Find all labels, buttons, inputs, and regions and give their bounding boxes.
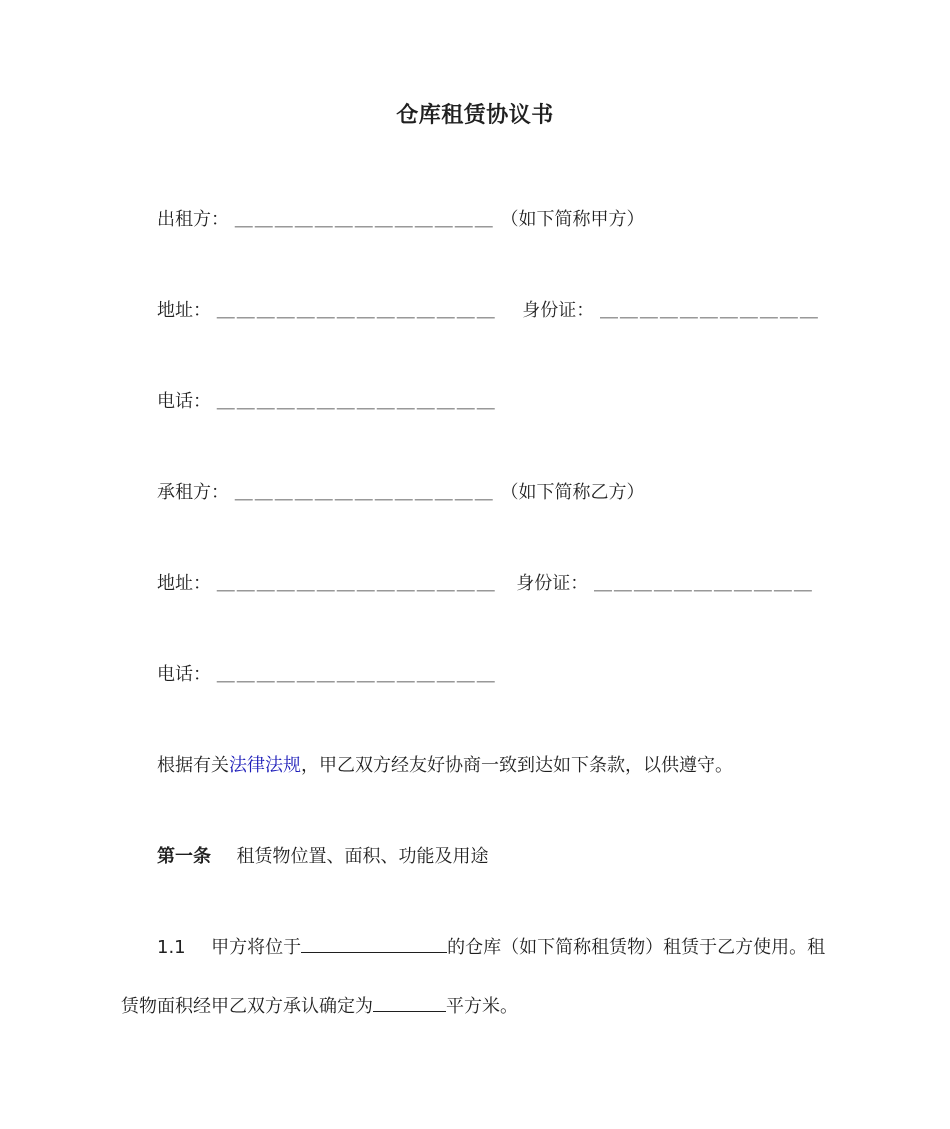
lessor-id-blank: ＿＿＿＿＿＿＿＿＿＿＿ [599, 300, 820, 321]
lessor-blank: ＿＿＿＿＿＿＿＿＿＿＿＿＿ [234, 209, 495, 230]
clause-1-1-text-d: 平方米。 [446, 996, 518, 1017]
article-1-title: 租赁物位置、面积、功能及用途 [236, 846, 489, 867]
clause-1-1-line-1 [157, 934, 825, 961]
lessee-id-blank: ＿＿＿＿＿＿＿＿＿＿＿ [593, 573, 814, 594]
lessee-phone-label: 电话： [157, 664, 211, 685]
area-blank [373, 993, 446, 1012]
lessee-phone-blank: ＿＿＿＿＿＿＿＿＿＿＿＿＿＿ [216, 664, 497, 685]
laws-link[interactable]: 法律法规 [229, 755, 301, 776]
preamble-text-before: 根据有关 [157, 755, 229, 776]
lessor-label: 出租方： [157, 209, 229, 230]
lessee-address-blank: ＿＿＿＿＿＿＿＿＿＿＿＿＿＿ [216, 573, 497, 594]
lessee-phone-line [157, 662, 497, 688]
lessee-address-line [157, 571, 814, 597]
clause-1-1-text-a: 甲方将位于 [211, 937, 302, 958]
lessor-phone-line [157, 389, 497, 415]
document-title: 仓库租赁协议书 [396, 103, 554, 128]
lessee-line [157, 480, 644, 506]
lessor-note: （如下简称甲方） [500, 209, 645, 230]
location-blank [301, 934, 447, 953]
article-1-heading [157, 844, 488, 870]
lessee-id-label: 身份证： [516, 573, 589, 594]
clause-1-1-number: 1.1 [157, 937, 186, 958]
clause-1-1-text-c: 赁物面积经甲乙双方承认确定为 [121, 996, 373, 1017]
lessee-blank: ＿＿＿＿＿＿＿＿＿＿＿＿＿ [234, 482, 495, 503]
preamble-paragraph [157, 753, 733, 779]
lessor-address-label: 地址： [157, 300, 211, 321]
clause-1-1-text-b: 的仓库（如下简称租赁物）租赁于乙方使用。租 [447, 937, 826, 958]
lessor-phone-blank: ＿＿＿＿＿＿＿＿＿＿＿＿＿＿ [216, 391, 497, 412]
lessee-address-label: 地址： [157, 573, 211, 594]
lessee-label: 承租方： [157, 482, 229, 503]
lessor-line [157, 207, 644, 233]
lessee-note: （如下简称乙方） [500, 482, 645, 503]
article-1-number: 第一条 [157, 846, 211, 867]
lessor-phone-label: 电话： [157, 391, 211, 412]
lessor-id-label: 身份证： [522, 300, 595, 321]
preamble-text-after: ，甲乙双方经友好协商一致到达如下条款，以供遵守。 [301, 755, 733, 776]
clause-1-1-line-2 [121, 993, 518, 1020]
lessor-address-line [157, 298, 820, 324]
lessor-address-blank: ＿＿＿＿＿＿＿＿＿＿＿＿＿＿ [216, 300, 497, 321]
